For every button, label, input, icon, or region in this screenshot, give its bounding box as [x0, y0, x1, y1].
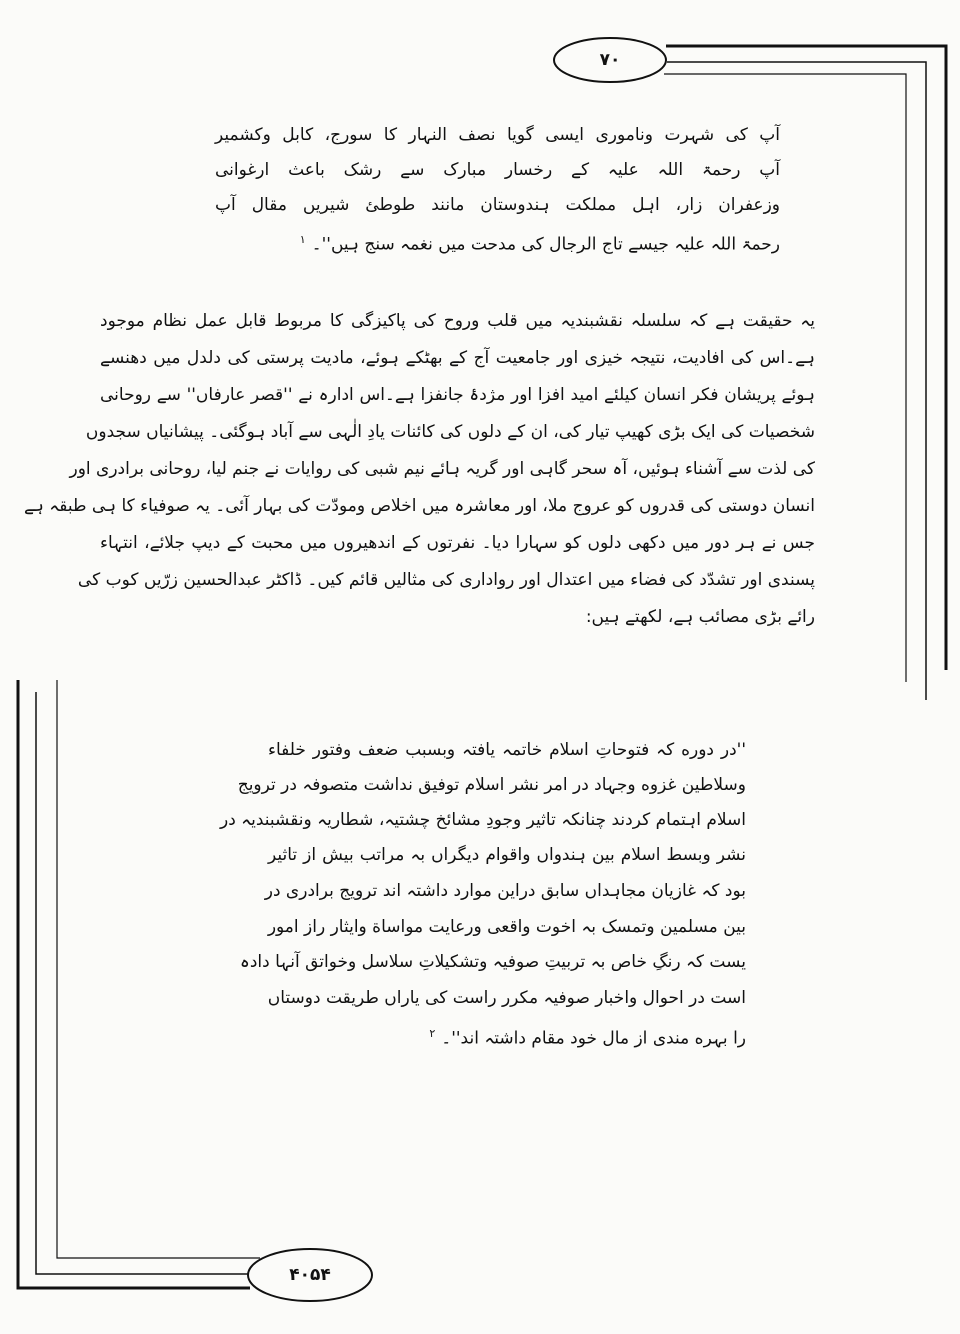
persian-quote-line: وسلاطین غزوه وجہاد در امر نشر اسلام توفیق نداشت متصوفہ در ترویج [237, 775, 746, 795]
intro-quote-line: آپ رحمۃ اللہ علیہ کے رخسار مبارک سے رشک باعث ارغوانی [215, 160, 780, 180]
persian-quote-line: ''در دوره کہ فتوحاتِ اسلام خاتمہ یافتہ وبسبب ضعف وفتور خلفاء [268, 740, 746, 760]
footnote-marker: ۲ [429, 1027, 436, 1040]
persian-quote-line: یست کہ رنگِ خاص بہ تربیتِ صوفیہ وتشکیلاتِ سلاسل وخواتق آنہا دادہ [239, 952, 746, 972]
persian-quote-line: است در احوال واخبار صوفیہ مکرر راست کی یاراں طریقت دوستاں [267, 988, 746, 1008]
intro-quote-line: آپ کی شہرت وناموری ایسی گویا نصف النہار کا سورج، کابل وکشمیر [215, 125, 780, 145]
page-number-top: ٧٠ [599, 50, 621, 70]
paragraph-line: ہے۔اس کی افادیت، نتیجہ خیزی اور جامعیت آج کے بھٹکے ہوئے، مادیت پرستی کی دلدل میں دھنسے [100, 348, 815, 368]
persian-quote-line: بین مسلمین وتمسک بہ اخوت واقعی ورعایت مواساة وایثار راز امور [267, 917, 746, 937]
intro-quote-text: رحمۃ اللہ علیہ جیسے تاج الرجال کی مدحت میں نغمہ سنج ہیں''۔ [311, 234, 780, 255]
paragraph-line: شخصیات کی ایک بڑی کھیپ تیار کی، ان کے دلوں کی کائنات یادِ الٰہی سے آباد ہوگئی۔ پیشانیاں سجدوں [85, 422, 815, 442]
persian-quote-line [268, 1019, 746, 1054]
paragraph-line: یہ حقیقت ہے کہ سلسلہ نقشبندیہ میں قلب وروح کی پاکیزگی کا مربوط قابل عمل نظام موجود [100, 311, 815, 331]
page-number-bottom: ۴۰۵۴ [289, 1265, 331, 1285]
footnote-marker: ۱ [299, 233, 306, 246]
paragraph-line: انسان دوستی کی قدروں کو عروج ملا، اور معاشرہ میں اخلاص ومودّت کی بہار آئی۔ یہ صوفیاء کا ہی طبقہ ہے [23, 496, 815, 516]
intro-quote-line [215, 225, 780, 260]
paragraph-line: جس نے ہر دور میں دکھی دلوں کو سہارا دیا۔ نفرتوں کے اندھیروں میں محبت کے دیپ جلائے، انتہاء [100, 533, 815, 553]
paragraph-line: کی لذت سے آشناء ہوئیں، آہ سحر گاہی اور گریہ ہائے نیم شبی کی روایات نے جنم لیا، روحانی برادری اور [69, 459, 815, 479]
paragraph-line: رائے بڑی مصائب ہے، لکھتے ہیں: [585, 607, 815, 627]
persian-quote-line: نشر وبسط اسلام بین ہندواں واقوام دیگراں بہ مراتب بیش از تاثیر [268, 845, 746, 865]
paragraph-line: پسندی اور تشدّد کی فضاء میں اعتدال اور رواداری کی مثالیں قائم کیں۔ ڈاکٹر عبدالحسین زرّیں کوب کی [77, 570, 815, 590]
persian-quote-line: بود کہ غازیان مجاہداں سابق دراین موارد داشتہ اند ترویج برادری در [264, 881, 746, 901]
paragraph-line: ہوئے پریشان فکر انسان کیلئے امید افزا اور مژدۂ جانفزا ہے۔اس ادارہ نے ''قصر عارفاں'' سے روحانی [100, 385, 815, 405]
persian-quote-text: را بہره مندی از مال خود مقام داشتہ اند''۔ [441, 1028, 746, 1049]
persian-quote-line: اسلام اہتمام کردند چنانکہ تاثیر وجودِ مشائخ چشتیہ، شطاریہ ونقشبندیہ در [219, 810, 746, 830]
intro-quote-line: وزعفران زار، اہل مملکت ہندوستان مانند طوطئ شیریں مقال آپ [215, 195, 780, 215]
